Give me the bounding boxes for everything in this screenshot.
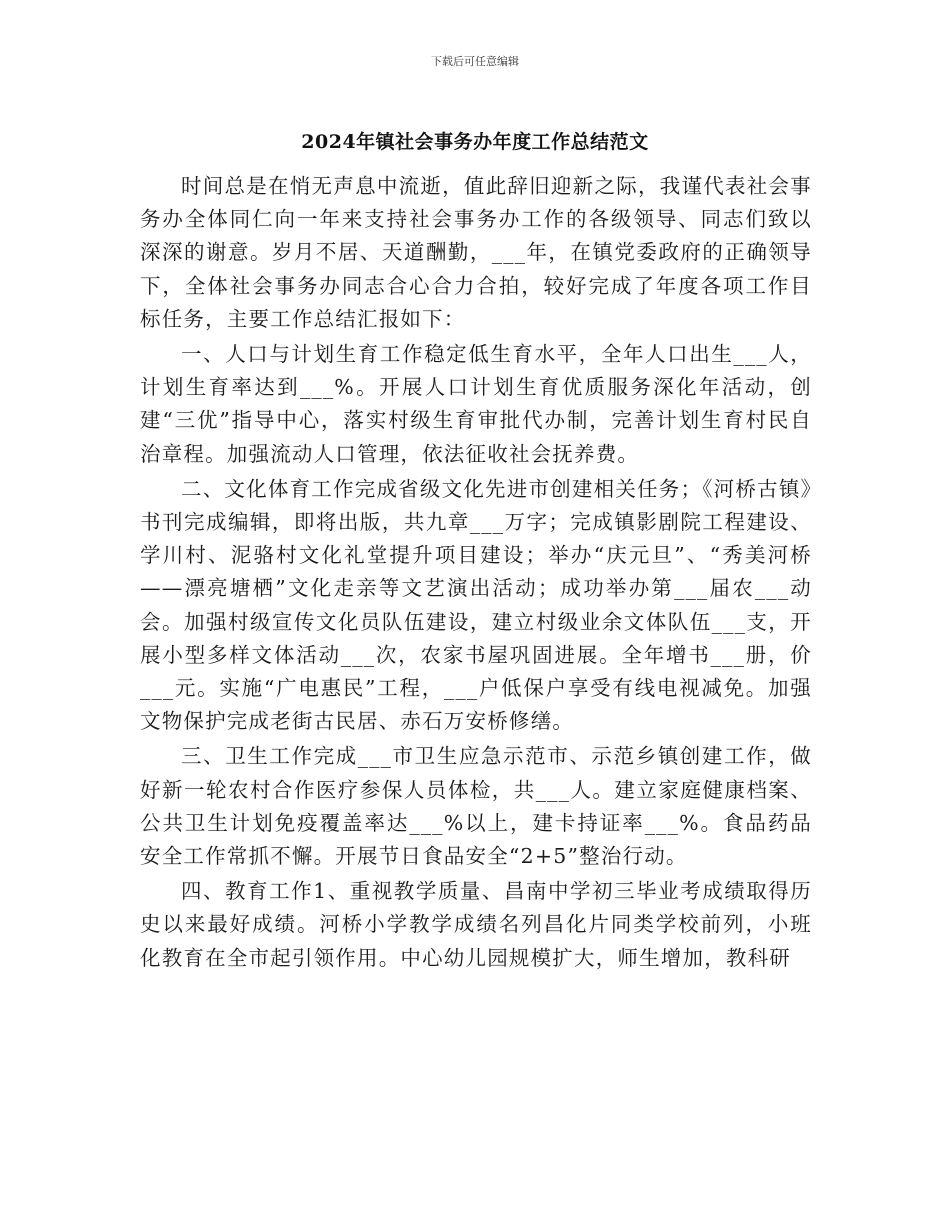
document-body: [140, 170, 812, 977]
paragraph-population: 一、人口与计划生育工作稳定低生育水平，全年人口出生___人，计划生育率达到___%。开展人口计划生育优质服务深化年活动，创建“三优”指导中心，落实村级生育审批代办制，完善计划生育村民自治章程。加强流动人口管理，依法征收社会抚养费。: [140, 342, 812, 466]
header-note: 下载后可任意编辑: [431, 55, 519, 68]
paragraph-culture-sports: 二、文化体育工作完成省级文化先进市创建相关任务；《河桥古镇》书刊完成编辑，即将出版，共九章___万字；完成镇影剧院工程建设、学川村、泥骆村文化礼堂提升项目建设；举办“庆元旦”、“秀美河桥——漂亮塘栖”文化走亲等文艺演出活动；成功举办第___届农___动会。加强村级宣传文化员队伍建设，建立村级业余文体队伍___支，开展小型多样文体活动___次，农家书屋巩固进展。全年增书___册，价___元。实施“广电惠民”工程，___户低保户享受有线电视减免。加强文物保护完成老街古民居、赤石万安桥修缮。: [140, 476, 812, 734]
paragraph-health: 三、卫生工作完成___市卫生应急示范市、示范乡镇创建工作，做好新一轮农村合作医疗参保人员体检，共___人。建立家庭健康档案、公共卫生计划免疫覆盖率达___%以上，建卡持证率___%。食品药品安全工作常抓不懈。开展节日食品安全“2+5”整治行动。: [140, 744, 812, 869]
paragraph-intro: 时间总是在悄无声息中流逝，值此辞旧迎新之际，我谨代表社会事务办全体同仁向一年来支持社会事务办工作的各级领导、同志们致以深深的谢意。岁月不居、天道酬勤，___年，在镇党委政府的正确领导下，全体社会事务办同志合心合力合拍，较好完成了年度各项工作目标任务，主要工作总结汇报如下：: [140, 174, 812, 331]
document-title: 2024年镇社会事务办年度工作总结范文: [301, 131, 649, 153]
paragraph-education: 四、教育工作1、重视教学质量、昌南中学初三毕业考成绩取得历史以来最好成绩。河桥小学教学成绩名列昌化片同类学校前列，小班化教育在全市起引领作用。中心幼儿园规模扩大，师生增加，教科研: [140, 879, 812, 970]
